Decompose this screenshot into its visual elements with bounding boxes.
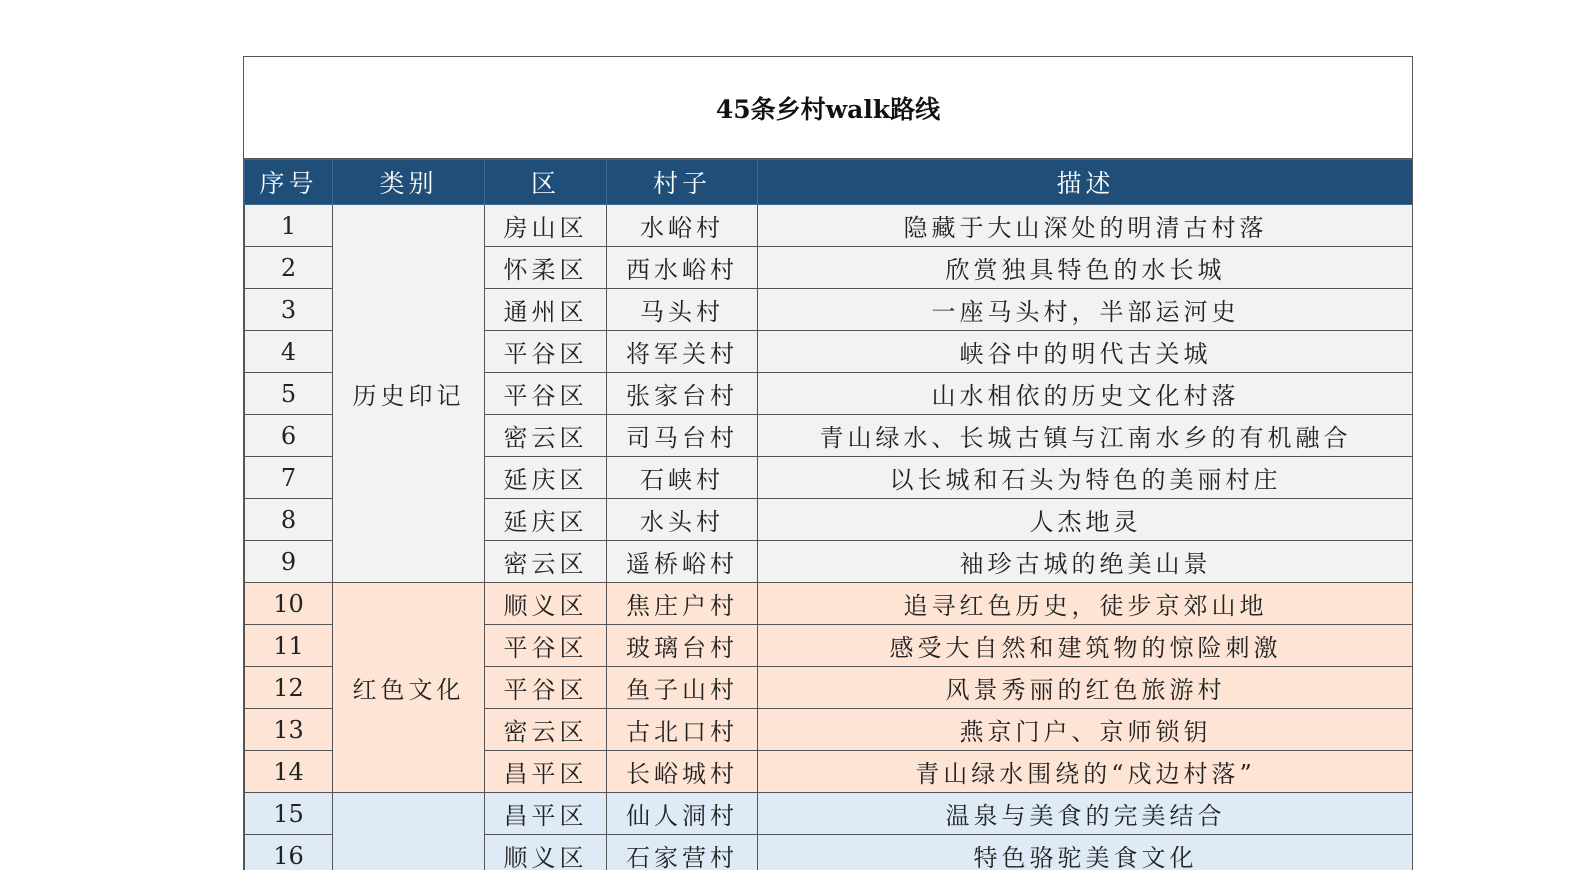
- cell-village[interactable]: 马头村: [607, 289, 758, 331]
- cell-category[interactable]: [333, 793, 485, 870]
- cell-description[interactable]: 青山绿水围绕的“戍边村落”: [758, 751, 1414, 793]
- cell-village[interactable]: 鱼子山村: [607, 667, 758, 709]
- cell-village[interactable]: 石峡村: [607, 457, 758, 499]
- cell-district[interactable]: 房山区: [485, 205, 607, 247]
- cell-no[interactable]: 4: [245, 331, 333, 373]
- table-body: [245, 205, 1414, 870]
- cell-district[interactable]: 密云区: [485, 541, 607, 583]
- cell-district[interactable]: 平谷区: [485, 667, 607, 709]
- cell-no[interactable]: 1: [245, 205, 333, 247]
- cell-description[interactable]: 以长城和石头为特色的美丽村庄: [758, 457, 1414, 499]
- cell-no[interactable]: 6: [245, 415, 333, 457]
- header-no[interactable]: 序号: [245, 160, 333, 205]
- cell-no[interactable]: 13: [245, 709, 333, 751]
- cell-village[interactable]: 古北口村: [607, 709, 758, 751]
- cell-district[interactable]: 昌平区: [485, 751, 607, 793]
- cell-district[interactable]: 昌平区: [485, 793, 607, 835]
- cell-no[interactable]: 14: [245, 751, 333, 793]
- header-village[interactable]: 村子: [607, 160, 758, 205]
- cell-district[interactable]: 平谷区: [485, 331, 607, 373]
- cell-no[interactable]: 9: [245, 541, 333, 583]
- cell-village[interactable]: 仙人洞村: [607, 793, 758, 835]
- cell-village[interactable]: 遥桥峪村: [607, 541, 758, 583]
- sheet-title: 45条乡村walk路线: [244, 57, 1412, 159]
- cell-category[interactable]: 历史印记: [333, 205, 485, 583]
- cell-description[interactable]: 隐藏于大山深处的明清古村落: [758, 205, 1414, 247]
- cell-village[interactable]: 司马台村: [607, 415, 758, 457]
- cell-description[interactable]: 特色骆驼美食文化: [758, 835, 1414, 870]
- cell-district[interactable]: 平谷区: [485, 373, 607, 415]
- cell-description[interactable]: 一座马头村，半部运河史: [758, 289, 1414, 331]
- cell-no[interactable]: 7: [245, 457, 333, 499]
- header-description[interactable]: 描述: [758, 160, 1414, 205]
- cell-no[interactable]: 11: [245, 625, 333, 667]
- cell-village[interactable]: 焦庄户村: [607, 583, 758, 625]
- cell-district[interactable]: 顺义区: [485, 583, 607, 625]
- cell-no[interactable]: 8: [245, 499, 333, 541]
- cell-no[interactable]: 16: [245, 835, 333, 870]
- cell-district[interactable]: 顺义区: [485, 835, 607, 870]
- cell-district[interactable]: 平谷区: [485, 625, 607, 667]
- cell-no[interactable]: 10: [245, 583, 333, 625]
- cell-village[interactable]: 长峪城村: [607, 751, 758, 793]
- cell-district[interactable]: 密云区: [485, 709, 607, 751]
- cell-village[interactable]: 石家营村: [607, 835, 758, 870]
- cell-description[interactable]: 峡谷中的明代古关城: [758, 331, 1414, 373]
- cell-district[interactable]: 怀柔区: [485, 247, 607, 289]
- cell-no[interactable]: 15: [245, 793, 333, 835]
- cell-no[interactable]: 2: [245, 247, 333, 289]
- cell-village[interactable]: 水头村: [607, 499, 758, 541]
- cell-district[interactable]: 通州区: [485, 289, 607, 331]
- cell-no[interactable]: 3: [245, 289, 333, 331]
- cell-district[interactable]: 密云区: [485, 415, 607, 457]
- cell-village[interactable]: 西水峪村: [607, 247, 758, 289]
- cell-description[interactable]: 山水相依的历史文化村落: [758, 373, 1414, 415]
- cell-no[interactable]: 5: [245, 373, 333, 415]
- header-category[interactable]: 类别: [333, 160, 485, 205]
- cell-district[interactable]: 延庆区: [485, 457, 607, 499]
- cell-description[interactable]: 追寻红色历史，徒步京郊山地: [758, 583, 1414, 625]
- cell-description[interactable]: 燕京门户、京师锁钥: [758, 709, 1414, 751]
- cell-no[interactable]: 12: [245, 667, 333, 709]
- cell-description[interactable]: 温泉与美食的完美结合: [758, 793, 1414, 835]
- table-row: [245, 583, 1414, 625]
- cell-village[interactable]: 张家台村: [607, 373, 758, 415]
- cell-description[interactable]: 感受大自然和建筑物的惊险刺激: [758, 625, 1414, 667]
- cell-village[interactable]: 水峪村: [607, 205, 758, 247]
- cell-description[interactable]: 欣赏独具特色的水长城: [758, 247, 1414, 289]
- spreadsheet-sheet: [243, 56, 1413, 870]
- cell-description[interactable]: 青山绿水、长城古镇与江南水乡的有机融合: [758, 415, 1414, 457]
- table-row: [245, 205, 1414, 247]
- cell-district[interactable]: 延庆区: [485, 499, 607, 541]
- cell-description[interactable]: 袖珍古城的绝美山景: [758, 541, 1414, 583]
- cell-village[interactable]: 将军关村: [607, 331, 758, 373]
- cell-description[interactable]: 风景秀丽的红色旅游村: [758, 667, 1414, 709]
- header-district[interactable]: 区: [485, 160, 607, 205]
- route-table: [244, 159, 1413, 870]
- cell-category[interactable]: 红色文化: [333, 583, 485, 793]
- cell-village[interactable]: 玻璃台村: [607, 625, 758, 667]
- table-row: [245, 793, 1414, 835]
- header-row: [245, 160, 1414, 205]
- cell-description[interactable]: 人杰地灵: [758, 499, 1414, 541]
